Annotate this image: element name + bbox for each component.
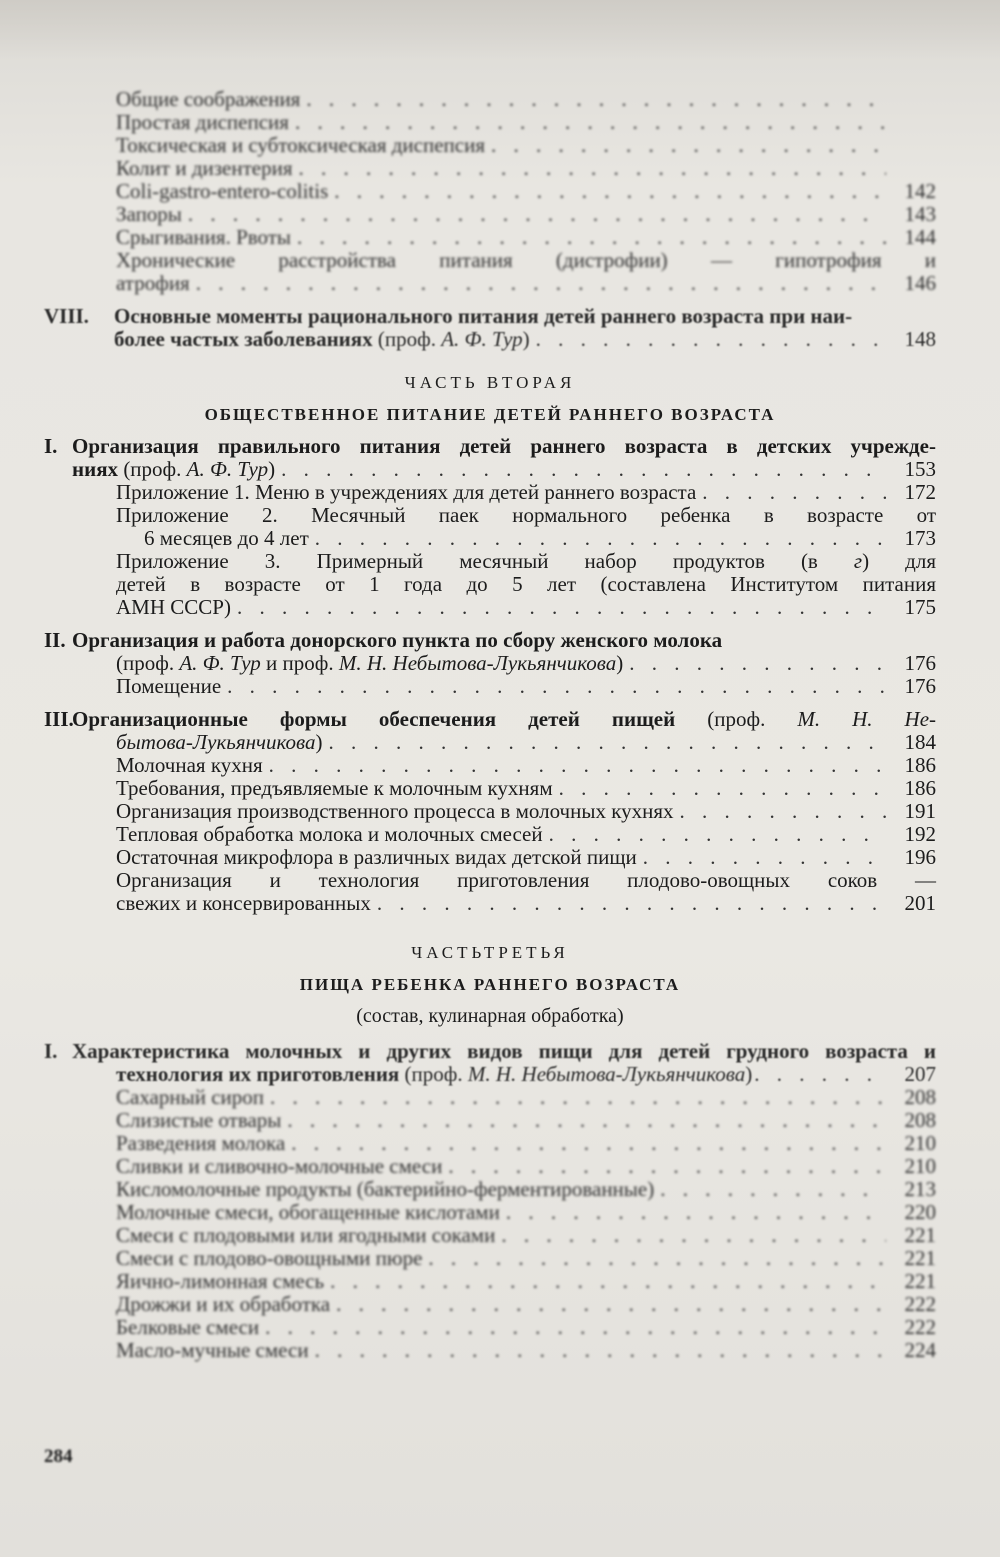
toc-entry bbox=[44, 1293, 936, 1316]
toc-entry-page: 207 bbox=[904, 1062, 936, 1086]
toc-entry-text: Организация и технология приготовления плодово-овощных соков — bbox=[116, 868, 936, 892]
leader-dots bbox=[428, 1247, 886, 1270]
part-heading: ЧАСТЬТРЕТЬЯ bbox=[411, 943, 569, 962]
toc-entry bbox=[44, 226, 936, 249]
toc-entry-text: Coli-gastro-entero-colitis bbox=[116, 179, 329, 203]
toc-entry bbox=[44, 777, 936, 800]
toc-entry-text: Сливки и сливочно-молочные смеси bbox=[116, 1154, 443, 1178]
toc-entry-text: Сахарный сироп bbox=[116, 1085, 265, 1109]
author-prefix: (проф. bbox=[707, 707, 766, 731]
toc-entry-page: 213 bbox=[904, 1177, 936, 1201]
toc-entry bbox=[44, 203, 936, 226]
part-title: ПИЩА РЕБЕНКА РАННЕГО ВОЗРАСТА bbox=[299, 975, 681, 994]
toc-entry-text: Приложение 3. Примерный месячный набор продуктов (в bbox=[116, 549, 818, 573]
toc-section bbox=[44, 708, 936, 754]
leader-dots bbox=[702, 481, 886, 504]
toc-entry bbox=[44, 1201, 936, 1224]
toc-section bbox=[44, 1040, 936, 1086]
toc-entry-text: Смеси с плодово-овощными пюре bbox=[116, 1246, 423, 1270]
toc-entry-page: 224 bbox=[904, 1338, 936, 1362]
author: М. Н. Не- bbox=[797, 707, 937, 731]
leader-dots bbox=[227, 675, 886, 698]
toc-entry bbox=[44, 675, 936, 698]
leader-dots bbox=[629, 652, 886, 675]
toc-entry-page: 173 bbox=[904, 526, 936, 550]
toc-entry-text: Требования, предъявляемые к молочным кухням bbox=[116, 776, 553, 800]
part-title: ОБЩЕСТВЕННОЕ ПИТАНИЕ ДЕТЕЙ РАННЕГО ВОЗРАСТА bbox=[204, 405, 776, 424]
toc-entry-page: 186 bbox=[904, 753, 936, 777]
toc-entry-text: Срыгивания. Рвоты bbox=[116, 225, 292, 249]
toc-entry bbox=[44, 823, 936, 846]
leader-dots bbox=[291, 1132, 886, 1155]
toc-entry-text: Молочная кухня bbox=[116, 753, 263, 777]
toc-entry-text: Дрожжи и их обработка bbox=[116, 1292, 331, 1316]
leader-dots bbox=[270, 1086, 886, 1109]
toc-entry-text: Приложение 1. Меню в учреждениях для детей раннего возраста bbox=[116, 480, 697, 504]
toc-entry-text: Помещение bbox=[116, 674, 222, 698]
leader-dots bbox=[265, 1316, 886, 1339]
leader-dots bbox=[299, 157, 887, 180]
toc-entry-page: 143 bbox=[904, 202, 936, 226]
toc-entry-page: 184 bbox=[904, 730, 936, 754]
toc-entry-text: Яично-лимонная смесь bbox=[116, 1269, 325, 1293]
toc-entry-text: Простая диспепсия bbox=[116, 110, 289, 134]
toc-entry-page: 175 bbox=[904, 595, 936, 619]
leader-dots bbox=[448, 1155, 886, 1178]
leader-dots bbox=[660, 1178, 886, 1201]
leader-dots bbox=[334, 180, 886, 203]
toc-entry-page: 220 bbox=[904, 1200, 936, 1224]
toc-entry-page: 192 bbox=[904, 822, 936, 846]
toc-entry-page: 196 bbox=[904, 845, 936, 869]
toc-entry-text: Приложение 2. Месячный паек нормального ребенка в возрасте от bbox=[116, 503, 936, 527]
toc-entry-text-cont: 6 месяцев до 4 лет bbox=[144, 526, 309, 550]
section-title: Основные моменты рационального питания детей раннего возраста при наи- bbox=[114, 304, 853, 328]
part-subtitle: (состав, кулинарная обработка) bbox=[356, 1005, 624, 1027]
toc-entry-text-cont: детей в возрасте от 1 года до 5 лет (составлена Институтом питания bbox=[116, 572, 936, 596]
toc-entry bbox=[44, 1178, 936, 1201]
section-title: Характеристика молочных и других видов пищи для детей грудного возраста и bbox=[72, 1039, 936, 1063]
unit: г bbox=[853, 549, 863, 573]
author: М. Н. Небытова-Лукьянчикова bbox=[467, 1062, 746, 1086]
toc-entry-text: Масло-мучные смеси bbox=[116, 1338, 309, 1362]
toc-entry-page: 146 bbox=[904, 271, 936, 295]
toc-section-viii bbox=[44, 305, 936, 351]
toc-entry bbox=[44, 846, 936, 869]
toc-entry bbox=[44, 1247, 936, 1270]
author-mid: и проф. bbox=[266, 651, 334, 675]
toc-entry bbox=[44, 180, 936, 203]
leader-dots bbox=[330, 1270, 886, 1293]
author: М. Н. Небытова-Лукьянчикова bbox=[338, 651, 617, 675]
toc-entry bbox=[44, 1270, 936, 1293]
part3-entries bbox=[44, 1086, 936, 1362]
toc-entry-text: Запоры bbox=[116, 202, 182, 226]
toc-entry bbox=[44, 1086, 936, 1109]
toc-entry-text: Хронические расстройства питания (дистрофии) — гипотрофия и bbox=[116, 248, 936, 272]
section-title: Организация правильного питания детей раннего возраста в детских учрежде- bbox=[72, 434, 936, 458]
leader-dots bbox=[196, 272, 886, 295]
leader-dots bbox=[506, 1201, 886, 1224]
toc-entry-page: 148 bbox=[904, 327, 936, 351]
toc-entry-page: 208 bbox=[904, 1108, 936, 1132]
toc-entry-text-cont: атрофия bbox=[116, 271, 190, 295]
toc-entry bbox=[44, 134, 936, 157]
leader-dots bbox=[549, 823, 886, 846]
section-number: I. bbox=[44, 1039, 58, 1063]
toc-entry-text: Тепловая обработка молока и молочных смесей bbox=[116, 822, 543, 846]
leader-dots bbox=[643, 846, 886, 869]
author: бытова-Лукьянчикова bbox=[116, 730, 316, 754]
toc-entry-text: Кисломолочные продукты (бактерийно-ферментированные) bbox=[116, 1177, 655, 1201]
toc-entry-page: 186 bbox=[904, 776, 936, 800]
leader-dots bbox=[269, 754, 886, 777]
toc-entry bbox=[44, 504, 936, 550]
section-title: Организация и работа донорского пункта по сбору женского молока bbox=[72, 628, 723, 652]
leader-dots bbox=[188, 203, 886, 226]
toc-entry-page: 221 bbox=[904, 1269, 936, 1293]
author-suffix: ) bbox=[745, 1062, 753, 1086]
toc-entry-text: Токсическая и субтоксическая диспепсия bbox=[116, 133, 486, 157]
toc-entry-page: 221 bbox=[904, 1246, 936, 1270]
toc-entry-page: 208 bbox=[904, 1085, 936, 1109]
toc-entry-page: 191 bbox=[904, 799, 936, 823]
leader-dots bbox=[491, 134, 886, 157]
toc-entry-text: Разведения молока bbox=[116, 1131, 286, 1155]
page-number: 284 bbox=[44, 1446, 73, 1467]
author: А. Ф. Тур bbox=[441, 327, 523, 351]
toc-entry-page: 176 bbox=[904, 651, 936, 675]
section-number: II. bbox=[44, 628, 66, 652]
part-heading: ЧАСТЬ ВТОРАЯ bbox=[404, 373, 576, 392]
toc-entry bbox=[44, 754, 936, 777]
author-suffix: ) bbox=[268, 457, 276, 481]
toc-entry-text: Остаточная микрофлора в различных видах детской пищи bbox=[116, 845, 637, 869]
toc-entry-text-cont: АМН СССР) bbox=[116, 595, 231, 619]
author-prefix: (проф. bbox=[404, 1062, 463, 1086]
section-number: VIII. bbox=[44, 304, 89, 328]
author: А. Ф. Тур bbox=[186, 457, 269, 481]
leader-dots bbox=[306, 88, 886, 111]
toc-entry-page: 142 bbox=[904, 179, 936, 203]
part1-tail bbox=[44, 88, 936, 295]
toc-entry-page: 222 bbox=[904, 1315, 936, 1339]
toc-entry bbox=[44, 1224, 936, 1247]
toc-entry bbox=[44, 869, 936, 915]
leader-dots bbox=[287, 1109, 886, 1132]
toc-section bbox=[44, 435, 936, 481]
toc-entry-text: Белковые смеси bbox=[116, 1315, 260, 1339]
toc-entry bbox=[44, 550, 936, 619]
toc-entry bbox=[44, 88, 936, 111]
section-title-cont: более частых заболеваниях bbox=[114, 327, 373, 351]
author-prefix: (проф. bbox=[377, 327, 436, 351]
toc-entry-page: 144 bbox=[904, 225, 936, 249]
author-prefix: (проф. bbox=[116, 651, 175, 675]
author-suffix: ) bbox=[616, 651, 624, 675]
toc-entry-page: 176 bbox=[904, 674, 936, 698]
leader-dots bbox=[237, 596, 886, 619]
leader-dots bbox=[680, 800, 887, 823]
toc-entry-page: 210 bbox=[904, 1131, 936, 1155]
toc-entry bbox=[44, 1339, 936, 1362]
leader-dots bbox=[329, 731, 886, 754]
toc-entry bbox=[44, 481, 936, 504]
toc-entry bbox=[44, 157, 936, 180]
author-suffix: ) bbox=[315, 730, 323, 754]
author-suffix: ) bbox=[522, 327, 530, 351]
leader-dots bbox=[315, 527, 886, 550]
leader-dots bbox=[281, 458, 886, 481]
toc-entry-page: 201 bbox=[904, 891, 936, 915]
toc-entry-page: 210 bbox=[904, 1154, 936, 1178]
toc-entry-text-b: ) для bbox=[862, 549, 936, 573]
toc-entry bbox=[44, 1155, 936, 1178]
leader-dots bbox=[315, 1339, 886, 1362]
toc-entry-text-cont: свежих и консервированных bbox=[116, 891, 371, 915]
toc-section bbox=[44, 629, 936, 675]
leader-dots bbox=[377, 892, 886, 915]
toc-entry-text: Смеси с плодовыми или ягодными соками bbox=[116, 1223, 496, 1247]
author-prefix: (проф. bbox=[123, 457, 182, 481]
section-title-cont: ниях bbox=[72, 457, 119, 481]
toc-entry-page: 221 bbox=[904, 1223, 936, 1247]
leader-dots bbox=[559, 777, 886, 800]
toc-entry-text: Молочные смеси, обогащенные кислотами bbox=[116, 1200, 500, 1224]
toc-entry bbox=[44, 111, 936, 134]
table-of-contents bbox=[44, 62, 936, 1362]
section-number: III. bbox=[44, 707, 74, 731]
toc-entry bbox=[44, 1316, 936, 1339]
section-number: I. bbox=[44, 434, 58, 458]
toc-entry bbox=[44, 800, 936, 823]
toc-entry-page: 153 bbox=[904, 457, 936, 481]
toc-entry-text: Слизистые отвары bbox=[116, 1108, 282, 1132]
toc-entry-text: Общие соображения bbox=[116, 87, 301, 111]
toc-entry bbox=[44, 249, 936, 295]
toc-entry-text: Колит и дизентерия bbox=[116, 156, 293, 180]
author: А. Ф. Тур bbox=[179, 651, 261, 675]
toc-entry-text: Организация производственного процесса в молочных кухнях bbox=[116, 799, 674, 823]
leader-dots bbox=[754, 1063, 890, 1086]
toc-entry bbox=[44, 1132, 936, 1155]
toc-entry-page: 222 bbox=[904, 1292, 936, 1316]
toc-entry-page: 172 bbox=[904, 480, 936, 504]
leader-dots bbox=[501, 1224, 886, 1247]
leader-dots bbox=[336, 1293, 886, 1316]
page-shadow bbox=[0, 0, 1000, 60]
section-title: Организационные формы обеспечения детей пищей bbox=[72, 707, 676, 731]
section-title-cont: технология их приготовления bbox=[116, 1062, 400, 1086]
toc-entry bbox=[44, 1109, 936, 1132]
leader-dots bbox=[295, 111, 886, 134]
leader-dots bbox=[297, 226, 886, 249]
leader-dots bbox=[536, 328, 886, 351]
